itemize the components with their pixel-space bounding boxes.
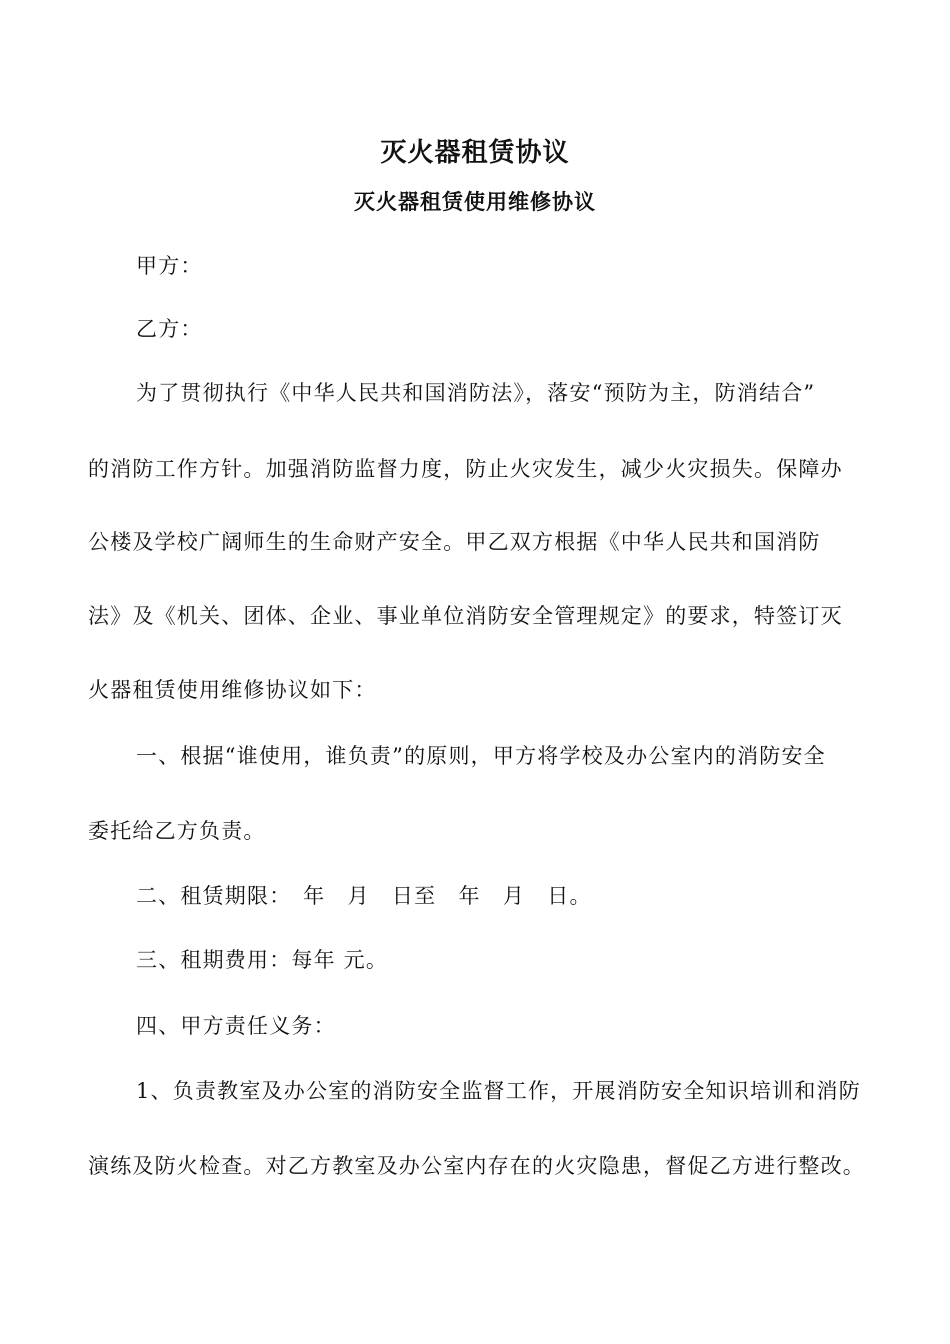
party-a-line: 甲方： xyxy=(136,254,203,278)
paragraph-line: 法》及《机关、团体、企业、事业单位消防安全管理规定》的要求，特签订灭 xyxy=(88,604,843,628)
document-title: 灭火器租赁协议 xyxy=(380,138,570,168)
paragraph-line: 火器租赁使用维修协议如下： xyxy=(88,678,377,702)
document-subtitle: 灭火器租赁使用维修协议 xyxy=(354,189,596,214)
party-b-line: 乙方： xyxy=(136,317,203,341)
clause-1-line: 一、根据“谁使用，谁负责”的原则，甲方将学校及办公室内的消防安全 xyxy=(136,744,826,768)
clause-4-item-1-line: 1、负责教室及办公室的消防安全监督工作，开展消防安全知识培训和消防 xyxy=(136,1079,861,1103)
clause-1-line: 委托给乙方负责。 xyxy=(88,819,266,843)
clause-4-item-1-line: 演练及防火检查。对乙方教室及办公室内存在的火灾隐患，督促乙方进行整改。 xyxy=(88,1154,865,1178)
paragraph-line: 公楼及学校广阔师生的生命财产安全。甲乙双方根据《中华人民共和国消防 xyxy=(88,530,821,554)
clause-2-line: 二、租赁期限： 年 月 日至 年 月 日。 xyxy=(136,884,592,908)
paragraph-line: 为了贯彻执行《中华人民共和国消防法》，落安“预防为主，防消结合” xyxy=(136,381,816,405)
clause-4-heading: 四、甲方责任义务： xyxy=(136,1014,336,1038)
clause-3-line: 三、租期费用：每年 元。 xyxy=(136,948,389,972)
paragraph-line: 的消防工作方针。加强消防监督力度，防止火灾发生，减少火灾损失。保障办 xyxy=(88,457,843,481)
